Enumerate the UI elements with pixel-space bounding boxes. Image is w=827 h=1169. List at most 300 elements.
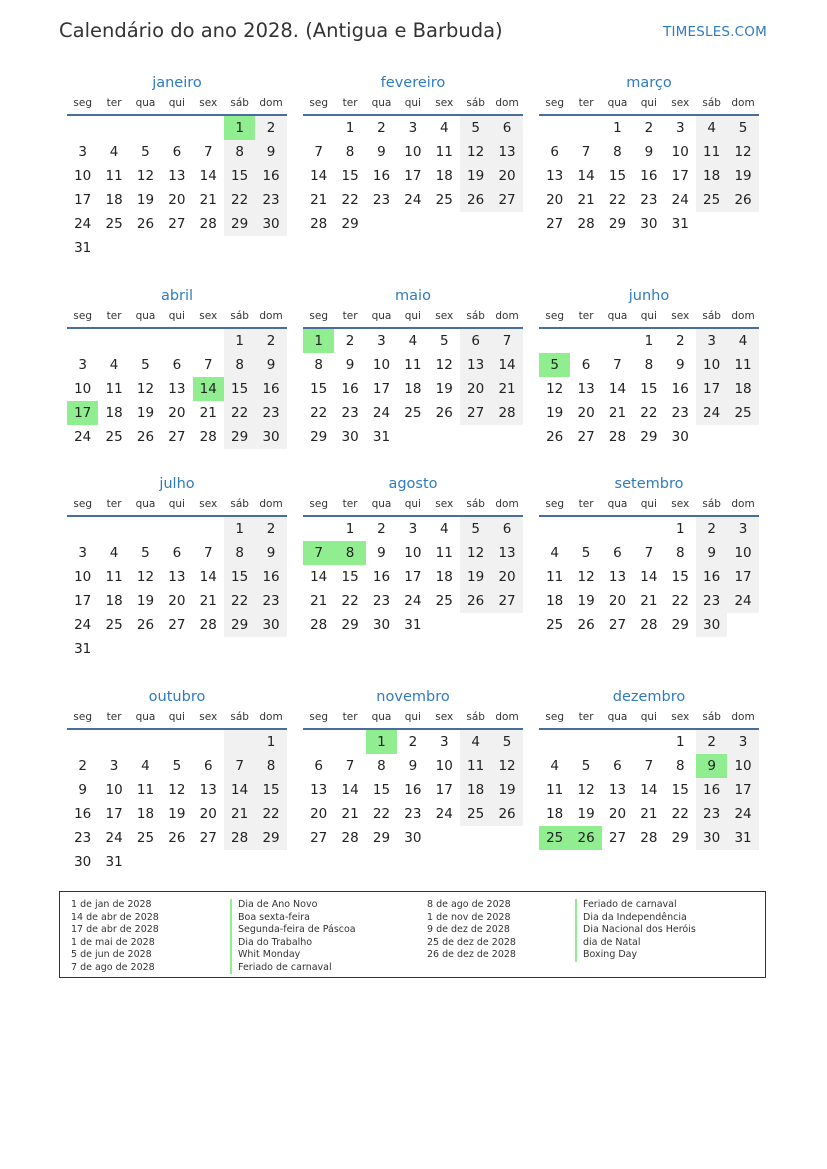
weekday-label: ter: [578, 97, 594, 109]
day-cell: 23: [404, 806, 422, 822]
weekday-label: sex: [435, 310, 454, 322]
day-cell: 15: [671, 782, 689, 798]
day-cell: 20: [168, 405, 186, 421]
weekday-label: qui: [640, 310, 657, 322]
day-cell: 30: [341, 429, 359, 445]
weekday-label: sáb: [702, 498, 721, 510]
day-cell: 15: [608, 168, 627, 184]
month-5: [539, 285, 759, 449]
legend-entry: Dia de Ano Novo: [230, 899, 356, 912]
day-cell: 8: [377, 758, 386, 774]
day-cell: 19: [546, 405, 564, 421]
day-cell: 14: [341, 782, 359, 798]
legend-names-col-1: [230, 899, 356, 974]
day-cell: 26: [136, 617, 155, 633]
day-cell: 10: [696, 353, 727, 377]
holiday-day-cell: 5: [539, 353, 570, 377]
weekday-label: ter: [578, 310, 594, 322]
day-cell: 11: [546, 569, 564, 585]
day-cell: 8: [314, 357, 323, 373]
weekday-label: qui: [404, 97, 421, 109]
day-cell: 22: [341, 593, 359, 609]
day-cell: 27: [460, 401, 491, 425]
weekday-header: [539, 94, 759, 112]
weekday-header: [303, 307, 523, 325]
legend-entry: Feriado de carnaval: [575, 899, 696, 912]
day-cell: 2: [345, 333, 355, 349]
day-cell: 23: [74, 830, 92, 846]
day-cell: 29: [341, 617, 359, 633]
day-cell: 12: [136, 569, 155, 585]
month-name: agosto: [388, 476, 438, 492]
day-cell: 4: [109, 545, 119, 561]
empty-cell: [633, 517, 664, 541]
month-name: janeiro: [152, 75, 202, 91]
weekday-header: [539, 708, 759, 726]
empty-cell: [193, 329, 224, 353]
day-cell: 2: [255, 329, 286, 353]
day-cell: 22: [608, 192, 627, 208]
site-link[interactable]: TIMESLES.COM: [663, 24, 767, 40]
day-cell: 16: [255, 565, 286, 589]
weekday-label: ter: [578, 711, 594, 723]
day-cell: 28: [577, 216, 595, 232]
day-cell: 23: [671, 405, 689, 421]
legend-entry: 5 de jun de 2028: [71, 949, 152, 960]
day-cell: 5: [141, 357, 150, 373]
day-cell: 7: [345, 758, 355, 774]
empty-cell: [161, 517, 192, 541]
weekday-label: sáb: [466, 310, 485, 322]
weekday-label: dom: [495, 711, 519, 723]
legend-entry: 8 de ago de 2028: [427, 899, 511, 910]
day-cell: 13: [199, 782, 217, 798]
day-cell: 4: [550, 545, 559, 561]
empty-cell: [130, 517, 161, 541]
day-cell: 12: [491, 754, 522, 778]
day-cell: 6: [172, 144, 182, 160]
day-cell: 12: [577, 569, 595, 585]
day-cell: 3: [439, 734, 449, 750]
day-cell: 19: [727, 164, 758, 188]
day-cell: 12: [546, 381, 564, 397]
day-cell: 13: [577, 381, 595, 397]
empty-cell: [224, 730, 255, 754]
day-cell: 20: [460, 377, 491, 401]
day-cell: 21: [608, 405, 627, 421]
legend-entry: Whit Monday: [230, 949, 356, 962]
day-cell: 29: [608, 216, 627, 232]
day-cell: 15: [640, 381, 658, 397]
weekday-label: qui: [168, 498, 185, 510]
day-cell: 14: [640, 569, 658, 585]
weekday-label: dom: [731, 97, 755, 109]
day-cell: 19: [435, 381, 453, 397]
day-cell: 10: [372, 357, 391, 373]
day-cell: 29: [310, 429, 328, 445]
weekday-header: [303, 94, 523, 112]
day-cell: 5: [581, 545, 591, 561]
day-grid: [539, 329, 759, 449]
empty-cell: [130, 329, 161, 353]
day-cell: 10: [74, 168, 92, 184]
weekday-label: qua: [607, 711, 628, 723]
weekday-label: dom: [495, 97, 519, 109]
holiday-day-cell: 9: [696, 754, 727, 778]
weekday-label: qua: [135, 711, 156, 723]
day-cell: 6: [491, 116, 522, 140]
day-cell: 19: [460, 565, 491, 589]
empty-cell: [539, 730, 570, 754]
day-cell: 24: [74, 216, 92, 232]
day-cell: 19: [136, 192, 155, 208]
day-cell: 14: [577, 168, 595, 184]
weekday-label: qua: [607, 97, 628, 109]
weekday-label: seg: [73, 310, 92, 322]
day-cell: 21: [341, 806, 359, 822]
day-cell: 6: [581, 357, 591, 373]
day-cell: 3: [78, 144, 87, 160]
day-cell: 22: [310, 405, 328, 421]
day-grid: [539, 730, 759, 850]
weekday-label: qui: [168, 711, 185, 723]
weekday-label: seg: [545, 97, 564, 109]
weekday-label: seg: [545, 711, 564, 723]
day-cell: 26: [460, 589, 491, 613]
day-cell: 20: [608, 593, 627, 609]
day-cell: 10: [74, 381, 92, 397]
day-cell: 9: [377, 144, 386, 160]
day-cell: 26: [727, 188, 758, 212]
weekday-header: [539, 495, 759, 513]
day-cell: 18: [546, 806, 564, 822]
day-cell: 25: [696, 188, 727, 212]
weekday-label: qua: [135, 498, 156, 510]
weekday-label: sex: [199, 711, 218, 723]
day-cell: 27: [608, 617, 627, 633]
day-cell: 6: [550, 144, 559, 160]
day-cell: 8: [255, 754, 286, 778]
day-cell: 25: [727, 401, 758, 425]
day-cell: 12: [168, 782, 186, 798]
legend-entry: 25 de dez de 2028: [427, 936, 516, 948]
month-3: [67, 285, 287, 449]
holiday-day-cell: 7: [303, 541, 334, 565]
day-cell: 5: [491, 730, 522, 754]
day-cell: 9: [644, 144, 654, 160]
day-cell: 30: [255, 212, 286, 236]
month-name: maio: [395, 288, 431, 304]
day-cell: 27: [491, 188, 522, 212]
empty-cell: [98, 517, 129, 541]
legend-entry: 1 de mai de 2028: [71, 936, 155, 948]
day-cell: 4: [696, 116, 727, 140]
weekday-label: seg: [309, 498, 328, 510]
weekday-label: qui: [640, 97, 657, 109]
day-cell: 12: [136, 381, 155, 397]
weekday-label: dom: [731, 711, 755, 723]
day-cell: 1: [345, 521, 355, 537]
holiday-day-cell: 26: [570, 826, 601, 850]
day-cell: 23: [255, 188, 286, 212]
empty-cell: [570, 116, 601, 140]
day-cell: 1: [613, 120, 622, 136]
legend-entry: Dia Nacional dos Heróis: [575, 924, 696, 937]
day-grid: [303, 329, 523, 449]
day-cell: 27: [577, 429, 595, 445]
empty-cell: [570, 517, 601, 541]
day-cell: 13: [460, 353, 491, 377]
day-cell: 15: [341, 569, 359, 585]
month-name: novembro: [376, 689, 450, 705]
day-cell: 10: [671, 144, 689, 160]
day-cell: 13: [168, 569, 186, 585]
day-cell: 17: [435, 782, 453, 798]
day-cell: 10: [404, 545, 422, 561]
day-cell: 14: [199, 168, 217, 184]
day-cell: 20: [199, 806, 217, 822]
day-cell: 5: [141, 545, 150, 561]
day-cell: 20: [491, 565, 522, 589]
day-cell: 15: [224, 164, 255, 188]
empty-cell: [98, 730, 129, 754]
day-cell: 21: [310, 192, 328, 208]
month-6: [67, 473, 287, 661]
day-cell: 22: [372, 806, 391, 822]
day-cell: 22: [224, 589, 255, 613]
day-cell: 20: [608, 806, 627, 822]
weekday-label: qui: [168, 97, 185, 109]
legend-entry: 7 de ago de 2028: [71, 961, 155, 973]
day-cell: 13: [608, 782, 627, 798]
day-cell: 8: [675, 545, 685, 561]
legend-entry: 1 de nov de 2028: [427, 911, 511, 923]
day-cell: 5: [727, 116, 758, 140]
day-cell: 13: [310, 782, 328, 798]
day-cell: 6: [172, 545, 182, 561]
day-cell: 18: [105, 192, 123, 208]
day-cell: 6: [314, 758, 323, 774]
weekday-label: dom: [259, 711, 283, 723]
weekday-label: ter: [106, 97, 122, 109]
day-cell: 12: [727, 140, 758, 164]
day-cell: 24: [696, 401, 727, 425]
day-cell: 7: [613, 357, 622, 373]
empty-cell: [570, 329, 601, 353]
day-cell: 6: [172, 357, 182, 373]
day-cell: 12: [577, 782, 595, 798]
day-cell: 2: [675, 333, 685, 349]
day-cell: 26: [491, 802, 522, 826]
day-grid: [67, 730, 287, 874]
day-cell: 25: [105, 617, 123, 633]
holiday-day-cell: 14: [193, 377, 224, 401]
weekday-label: sex: [671, 97, 690, 109]
day-cell: 1: [675, 521, 685, 537]
day-cell: 1: [224, 517, 255, 541]
weekday-header: [303, 708, 523, 726]
day-cell: 14: [310, 168, 328, 184]
day-cell: 23: [696, 589, 727, 613]
day-cell: 24: [105, 830, 123, 846]
day-cell: 31: [74, 641, 92, 657]
day-cell: 4: [439, 120, 449, 136]
weekday-label: ter: [342, 711, 358, 723]
day-cell: 16: [696, 778, 727, 802]
page-title: Calendário do ano 2028. (Antigua e Barbuda): [59, 19, 503, 42]
day-cell: 30: [372, 617, 391, 633]
day-cell: 9: [675, 357, 685, 373]
day-cell: 5: [172, 758, 182, 774]
day-cell: 31: [727, 826, 758, 850]
legend-entry: 26 de dez de 2028: [427, 949, 516, 960]
weekday-header: [67, 94, 287, 112]
day-cell: 13: [168, 381, 186, 397]
holiday-day-cell: 17: [67, 401, 98, 425]
day-cell: 26: [168, 830, 186, 846]
day-cell: 1: [255, 730, 286, 754]
day-cell: 21: [199, 593, 217, 609]
day-cell: 5: [439, 333, 449, 349]
day-cell: 29: [671, 830, 689, 846]
month-name: dezembro: [612, 689, 686, 705]
day-cell: 16: [671, 381, 689, 397]
day-cell: 27: [168, 617, 186, 633]
day-cell: 30: [74, 854, 92, 870]
holiday-legend: [59, 891, 766, 978]
day-grid: [303, 517, 523, 637]
day-cell: 23: [341, 405, 359, 421]
day-cell: 10: [435, 758, 453, 774]
weekday-label: qui: [168, 310, 185, 322]
legend-entry: Dia do Trabalho: [230, 937, 356, 950]
weekday-label: sáb: [466, 711, 485, 723]
day-cell: 12: [136, 168, 155, 184]
day-cell: 3: [377, 333, 386, 349]
day-cell: 8: [345, 144, 355, 160]
weekday-label: seg: [309, 310, 328, 322]
empty-cell: [303, 517, 334, 541]
weekday-header: [67, 307, 287, 325]
day-cell: 8: [224, 353, 255, 377]
legend-entry: Segunda-feira de Páscoa: [230, 924, 356, 937]
empty-cell: [570, 730, 601, 754]
day-cell: 2: [696, 517, 727, 541]
day-cell: 10: [727, 541, 758, 565]
day-cell: 5: [460, 517, 491, 541]
weekday-label: sáb: [702, 310, 721, 322]
day-cell: 24: [727, 802, 758, 826]
weekday-label: sex: [435, 498, 454, 510]
day-cell: 3: [727, 517, 758, 541]
day-cell: 4: [460, 730, 491, 754]
empty-cell: [539, 116, 570, 140]
day-cell: 31: [105, 854, 123, 870]
holiday-day-cell: 1: [224, 116, 255, 140]
day-cell: 1: [345, 120, 355, 136]
day-cell: 23: [696, 802, 727, 826]
day-cell: 21: [310, 593, 328, 609]
weekday-label: ter: [106, 711, 122, 723]
empty-cell: [67, 517, 98, 541]
weekday-label: dom: [259, 97, 283, 109]
day-cell: 28: [310, 216, 328, 232]
day-cell: 14: [310, 569, 328, 585]
day-cell: 18: [404, 381, 422, 397]
legend-entry: 17 de abr de 2028: [71, 924, 159, 935]
month-name: abril: [160, 288, 194, 304]
day-cell: 14: [224, 778, 255, 802]
day-cell: 19: [577, 806, 595, 822]
day-cell: 11: [460, 754, 491, 778]
day-cell: 14: [608, 381, 627, 397]
empty-cell: [602, 329, 633, 353]
empty-cell: [303, 116, 334, 140]
weekday-label: seg: [545, 310, 564, 322]
weekday-label: sex: [199, 498, 218, 510]
legend-entry: Feriado de carnaval: [230, 962, 356, 975]
day-cell: 8: [675, 758, 685, 774]
day-cell: 12: [460, 541, 491, 565]
day-cell: 23: [255, 401, 286, 425]
weekday-label: ter: [342, 97, 358, 109]
day-cell: 29: [640, 429, 658, 445]
month-name: março: [626, 75, 672, 91]
day-cell: 10: [727, 754, 758, 778]
weekday-label: sex: [435, 97, 454, 109]
day-cell: 24: [372, 405, 391, 421]
day-cell: 15: [671, 569, 689, 585]
weekday-label: seg: [309, 97, 328, 109]
day-cell: 22: [224, 188, 255, 212]
day-cell: 21: [224, 802, 255, 826]
day-cell: 28: [224, 826, 255, 850]
day-cell: 24: [435, 806, 453, 822]
day-cell: 24: [727, 589, 758, 613]
day-cell: 6: [460, 329, 491, 353]
weekday-label: qua: [135, 97, 156, 109]
day-cell: 6: [491, 517, 522, 541]
day-cell: 8: [613, 144, 622, 160]
weekday-label: sáb: [466, 498, 485, 510]
day-cell: 26: [460, 188, 491, 212]
day-cell: 25: [460, 802, 491, 826]
day-cell: 31: [372, 429, 391, 445]
day-cell: 17: [727, 565, 758, 589]
weekday-label: sex: [671, 711, 690, 723]
day-cell: 25: [435, 593, 453, 609]
holiday-day-cell: 25: [539, 826, 570, 850]
month-name: outubro: [148, 689, 206, 705]
weekday-label: qui: [404, 711, 421, 723]
day-cell: 11: [105, 381, 123, 397]
day-cell: 13: [546, 168, 564, 184]
month-4: [303, 285, 523, 449]
empty-cell: [334, 730, 365, 754]
day-cell: 25: [105, 216, 123, 232]
weekday-label: dom: [259, 310, 283, 322]
day-cell: 18: [435, 168, 453, 184]
empty-cell: [633, 730, 664, 754]
day-cell: 3: [408, 120, 418, 136]
month-2: [539, 72, 759, 236]
empty-cell: [539, 329, 570, 353]
day-grid: [67, 116, 287, 260]
day-cell: 10: [404, 144, 422, 160]
day-cell: 7: [644, 545, 654, 561]
weekday-label: qui: [640, 711, 657, 723]
weekday-label: seg: [73, 711, 92, 723]
